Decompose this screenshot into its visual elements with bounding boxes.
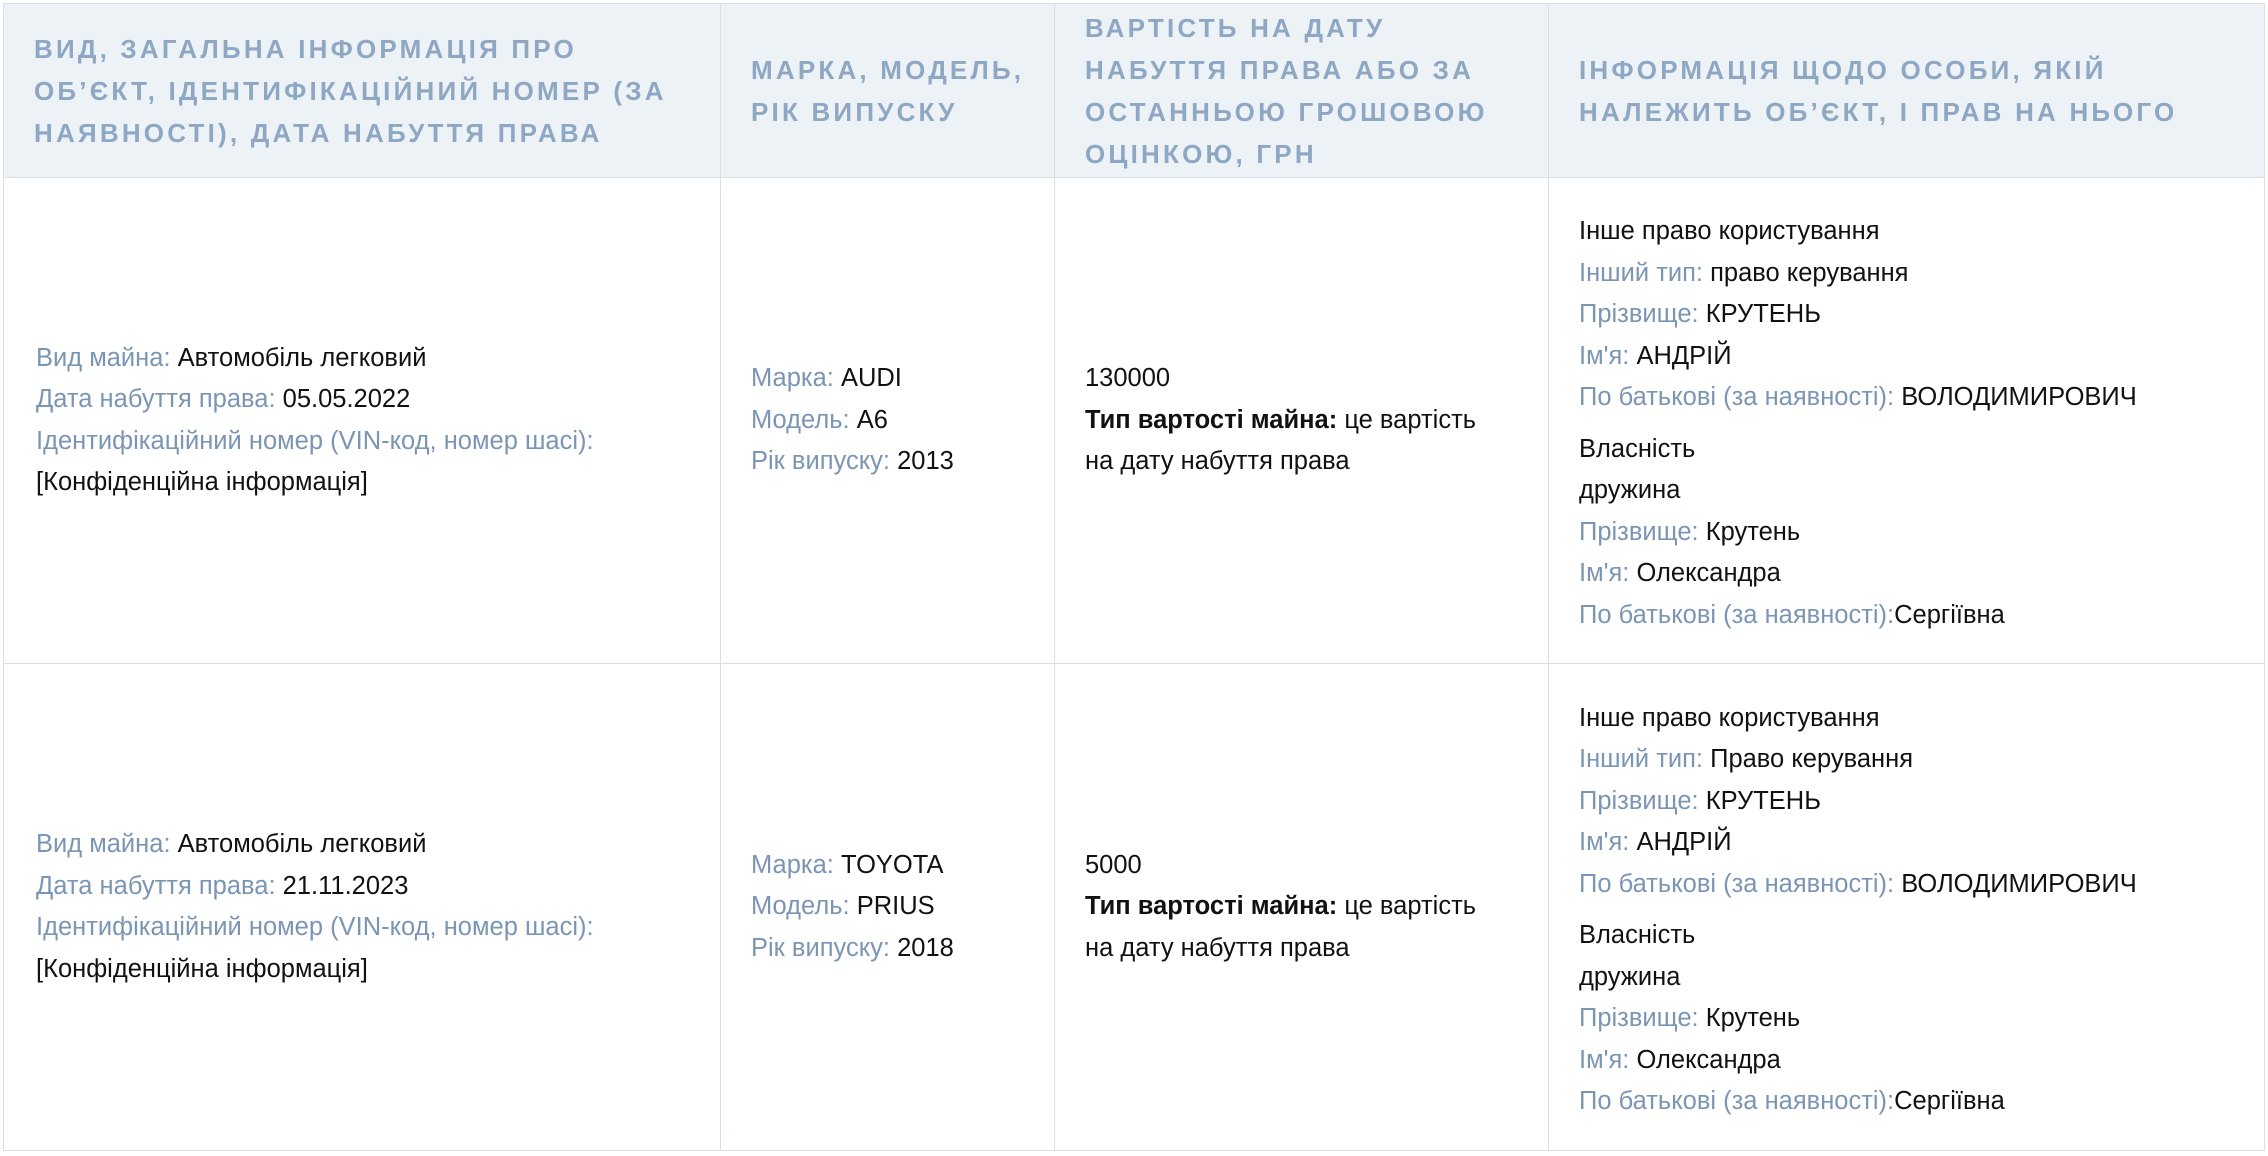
label-name: Ім'я: [1579,341,1630,370]
year-value: 2018 [897,933,954,962]
header-owner-info: ІНФОРМАЦІЯ ЩОДО ОСОБИ, ЯКІЙ НАЛЕЖИТЬ ОБ’ЄКТ, І ПРАВ НА НЬОГО [1549,4,2265,178]
label-brand: Марка: [751,364,834,393]
name-value: Олександра [1636,1045,1781,1074]
label-value-type: Тип вартості майна: [1085,892,1338,921]
cell-value [1055,664,1549,1151]
label-other-type: Інший тип: [1579,745,1704,773]
label-patronymic: По батькові (за наявності): [1579,383,1895,411]
vin-value: [Конфіденційна інформація] [36,954,368,983]
header-brand-model-year: МАРКА, МОДЕЛЬ, РІК ВИПУСКУ [721,4,1055,178]
label-patronymic: По батькові (за наявності): [1579,600,1895,629]
property-type-value: Автомобіль легковий [177,830,427,858]
label-patronymic: По батькові (за наявності): [1579,869,1895,898]
cost-value: 5000 [1085,850,1142,879]
right-title: Інше право користування [1579,703,1880,732]
label-surname: Прізвище: [1579,1004,1699,1032]
right-title: Інше право користування [1579,217,1880,245]
patronymic-value: ВОЛОДИМИРОВИЧ [1901,869,2137,898]
model-value: A6 [856,405,888,434]
name-value: АНДРІЙ [1636,828,1732,856]
cell-object-info [4,664,721,1151]
property-type-value: Автомобіль легковий [177,343,427,372]
brand-value: AUDI [840,364,902,393]
vehicles-table-container [3,3,2264,1151]
value-type-line2: на дату набуття права [1085,447,1350,476]
other-type-value: право керування [1710,258,1909,287]
patronymic-value: Сергіївна [1894,600,2005,629]
patronymic-value: Сергіївна [1894,1087,2005,1115]
label-name: Ім'я: [1579,559,1630,587]
label-name: Ім'я: [1579,1045,1630,1074]
value-type-line2: на дату набуття права [1085,933,1350,962]
cell-value [1055,178,1549,664]
surname-value: Крутень [1705,1004,1801,1032]
cell-brand-model-year [721,664,1055,1151]
relation-value: дружина [1579,476,1681,504]
cell-brand-model-year [721,178,1055,664]
table-row [4,178,2265,664]
label-name: Ім'я: [1579,828,1630,856]
label-surname: Прізвище: [1579,300,1699,328]
vin-value: [Конфіденційна інформація] [36,468,368,496]
right-title: Власність [1579,434,1696,463]
name-value: АНДРІЙ [1636,341,1732,370]
table-row [4,664,2265,1151]
patronymic-value: ВОЛОДИМИРОВИЧ [1901,383,2137,411]
surname-value: Крутень [1705,517,1801,546]
label-model: Модель: [751,405,850,434]
label-year: Рік випуску: [751,447,891,476]
label-patronymic: По батькові (за наявності): [1579,1087,1895,1115]
value-type-line1: це вартість [1344,405,1477,434]
header-value: ВАРТІСТЬ НА ДАТУ НАБУТТЯ ПРАВА АБО ЗА ОСТАННЬОЮ ГРОШОВОЮ ОЦІНКОЮ, ГРН [1055,4,1549,178]
label-model: Модель: [751,892,850,921]
table-header-row [4,4,2265,178]
cost-value: 130000 [1085,364,1171,393]
cell-object-info [4,178,721,664]
cell-owner-info [1549,664,2265,1151]
relation-value: дружина [1579,962,1681,991]
other-type-value: Право керування [1710,745,1914,773]
label-brand: Марка: [751,850,834,879]
vehicles-table [3,3,2265,1151]
label-year: Рік випуску: [751,933,891,962]
acquired-date-value: 21.11.2023 [282,871,409,900]
label-surname: Прізвище: [1579,517,1699,546]
label-property-type: Вид майна: [36,830,171,858]
label-acquired-date: Дата набуття права: [36,871,276,900]
model-value: PRIUS [856,892,935,921]
header-object-info: ВИД, ЗАГАЛЬНА ІНФОРМАЦІЯ ПРО ОБ’ЄКТ, ІДЕНТИФІКАЦІЙНИЙ НОМЕР (ЗА НАЯВНОСТІ), ДАТА НАБУТТЯ ПРАВА [4,4,721,178]
label-acquired-date: Дата набуття права: [36,385,276,413]
label-vin: Ідентифікаційний номер (VIN-код, номер шасі): [36,913,594,941]
label-other-type: Інший тип: [1579,258,1704,287]
label-property-type: Вид майна: [36,343,171,372]
surname-value: КРУТЕНЬ [1705,786,1821,815]
cell-owner-info [1549,178,2265,664]
name-value: Олександра [1636,559,1781,587]
year-value: 2013 [897,447,954,476]
acquired-date-value: 05.05.2022 [282,385,411,413]
label-surname: Прізвище: [1579,786,1699,815]
surname-value: КРУТЕНЬ [1705,300,1821,328]
right-title: Власність [1579,921,1696,949]
brand-value: TOYOTA [840,850,944,879]
label-vin: Ідентифікаційний номер (VIN-код, номер шасі): [36,426,594,455]
value-type-line1: це вартість [1344,892,1477,921]
label-value-type: Тип вартості майна: [1085,405,1338,434]
